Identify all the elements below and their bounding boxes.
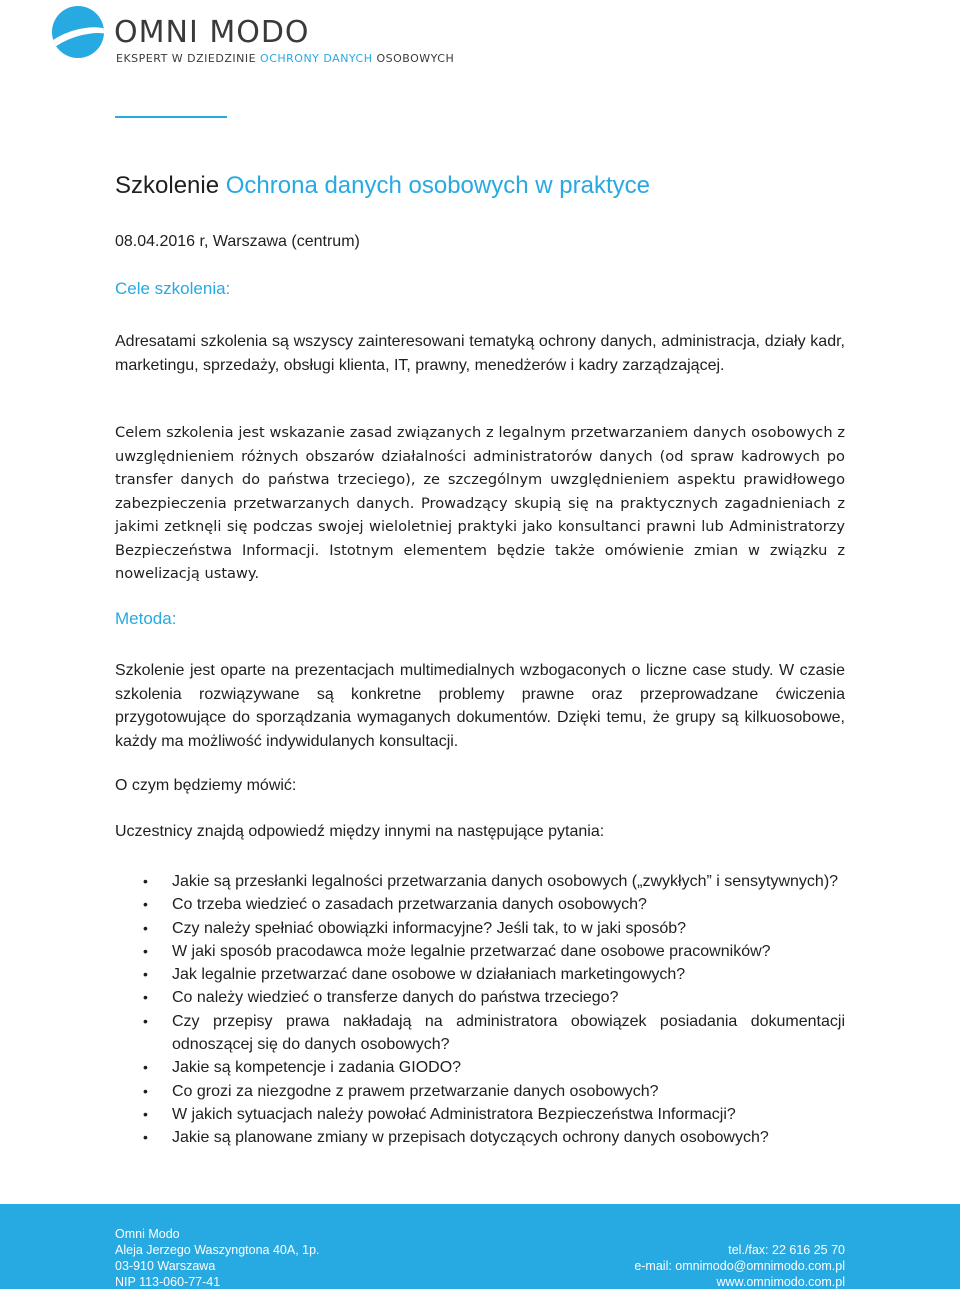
footer-nip: NIP 113-060-77-41 [115, 1275, 221, 1289]
footer-website-link[interactable]: www.omnimodo.com.pl [716, 1275, 845, 1289]
topics-intro: Uczestnicy znajdą odpowiedź między innymi na następujące pytania: [115, 823, 605, 840]
bullet-icon: • [143, 896, 148, 913]
footer-phone: tel./fax: 22 616 25 70 [728, 1243, 845, 1257]
list-item [115, 893, 845, 916]
bullet-icon: • [143, 1059, 148, 1076]
list-item [115, 1010, 845, 1057]
bullet-icon: • [143, 1082, 148, 1099]
list-item [115, 986, 845, 1009]
aim-paragraph: Celem szkolenia jest wskazanie zasad związanych z legalnym przetwarzaniem danych osobowych z uwzględnieniem różnych obszarów działalności administratorów danych (od spraw kadrowych po transfer danych do państwa trzeciego), ze szczególnym uwzględnieniem aspektu prawidłowego zabezpieczenia przetwarzanych danych. Prowadzący skupią się na praktycznych zagadnieniach z jakimi zetknęli się podczas swojej wieloletniej praktyki jako konsultanci prawni lub Administratorzy Bezpieczeństwa Informacji. Istotnym elementem będzie także omówienie zmian w związku z nowelizacją ustawy. [115, 424, 845, 582]
title-accent: Ochrona danych osobowych w praktyce [225, 172, 650, 199]
bullet-icon: • [143, 966, 148, 983]
list-item-text: Jak legalnie przetwarzać dane osobowe w działaniach marketingowych? [172, 966, 686, 984]
goals-heading: Cele szkolenia: [115, 279, 231, 298]
logo-tagline [116, 52, 454, 65]
bullet-icon: • [143, 1012, 148, 1029]
list-item-text: Co należy wiedzieć o transferze danych do państwa trzeciego? [172, 989, 619, 1007]
questions-list [115, 870, 845, 1150]
logo-mark-icon [52, 6, 104, 58]
document-title [115, 172, 845, 200]
bullet-icon: • [143, 873, 148, 889]
topics-heading: O czym będziemy mówić: [115, 777, 297, 794]
footer-company: Omni Modo [115, 1227, 180, 1241]
logo-tagline-highlight: OCHRONY DANYCH [260, 52, 373, 65]
list-item-text: Jakie są przesłanki legalności przetwarzania danych osobowych („zwykłych” i sensytywnych)? [172, 873, 839, 890]
list-item [115, 1103, 845, 1126]
goals-paragraph: Adresatami szkolenia są wszyscy zainteresowani tematyką ochrony danych, administracja, działy kadr, marketingu, sprzedaży, obsługi klienta, IT, prawny, menedżerów i kadry zarządzającej. [115, 333, 845, 374]
company-logo [52, 6, 455, 68]
date-location: 08.04.2016 r, Warszawa (centrum) [115, 233, 360, 250]
list-item-text: Co trzeba wiedzieć o zasadach przetwarzania danych osobowych? [172, 896, 647, 914]
bullet-icon: • [143, 1105, 148, 1122]
footer-address: Aleja Jerzego Waszyngtona 40A, 1p. [115, 1243, 320, 1257]
list-item-text: W jakich sytuacjach należy powołać Administratora Bezpieczeństwa Informacji? [172, 1105, 736, 1123]
list-item [115, 1126, 845, 1149]
footer-city: 03-910 Warszawa [115, 1259, 216, 1273]
footer-bar [0, 1204, 960, 1289]
footer-email-link[interactable]: e-mail: omnimodo@omnimodo.com.pl [634, 1259, 845, 1273]
list-item [115, 963, 845, 986]
logo-tagline-post: OSOBOWYCH [372, 52, 455, 65]
list-item-text: Jakie są planowane zmiany w przepisach dotyczących ochrony danych osobowych? [172, 1129, 769, 1147]
bullet-icon: • [143, 919, 148, 936]
header-rule [115, 116, 227, 118]
method-paragraph: Szkolenie jest oparte na prezentacjach multimedialnych wzbogaconych o liczne case study. W czasie szkolenia rozwiązywane są konkretne problemy prawne oraz przeprowadzane ćwiczenia przygotowujące do sporządzania wymaganych dokumentów. Dzięki temu, że grupy są kilkuosobowe, każdy ma możliwość indywidulanych konsultacji. [115, 662, 845, 750]
bullet-icon: • [143, 1129, 148, 1146]
list-item [115, 1056, 845, 1079]
logo-tagline-pre: EKSPERT W DZIEDZINIE [116, 52, 261, 65]
title-plain: Szkolenie [115, 172, 226, 199]
list-item-text: Jakie są kompetencje i zadania GIODO? [172, 1059, 462, 1077]
logo-name: OMNI MODO [114, 15, 310, 50]
footer-address-block [115, 1226, 320, 1290]
list-item-text: Czy należy spełniać obowiązki informacyjne? Jeśli tak, to w jaki sposób? [172, 919, 687, 937]
list-item [115, 917, 845, 940]
list-item-text: Czy przepisy prawa nakładają na administratora obowiązek posiadania dokumentacji odnoszącej się do danych osobowych? [172, 1012, 845, 1054]
method-heading: Metoda: [115, 609, 177, 628]
footer-contact-block [634, 1242, 845, 1290]
list-item-text: W jaki sposób pracodawca może legalnie przetwarzać dane osobowe pracowników? [172, 942, 771, 960]
list-item [115, 940, 845, 963]
list-item-text: Co grozi za niezgodne z prawem przetwarzanie danych osobowych? [172, 1082, 659, 1100]
bullet-icon: • [143, 989, 148, 1006]
list-item [115, 1080, 845, 1103]
bullet-icon: • [143, 942, 148, 959]
list-item [115, 870, 845, 893]
